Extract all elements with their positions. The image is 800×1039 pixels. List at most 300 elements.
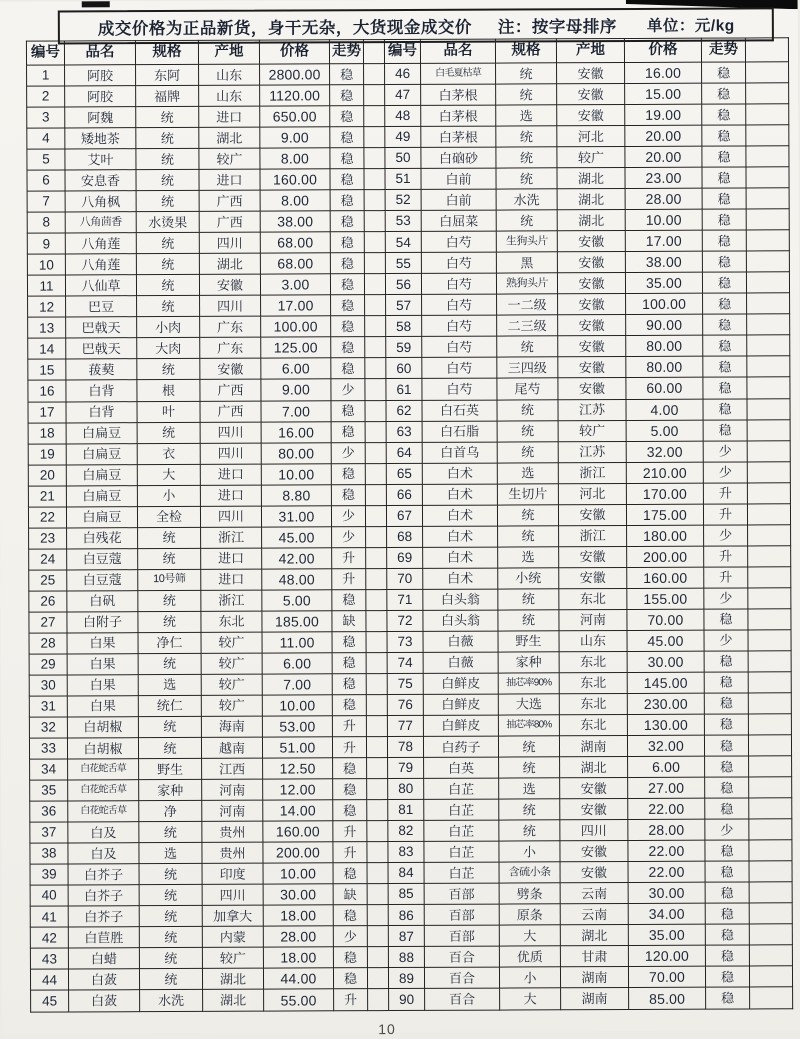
cell-spec: 家种 [139,779,202,800]
cell-price: 160.00 [263,821,333,842]
cell-trend: 稳 [333,905,367,926]
cell-spec: 统 [496,168,557,189]
cell-spec: 大肉 [137,338,200,359]
cell-product-name: 白术 [422,505,497,526]
spacer-cell [746,146,789,167]
cell-trend: 稳 [333,800,367,821]
spacer-cell [365,358,386,379]
cell-price: 28.00 [625,188,702,209]
spacer-cell [365,379,386,400]
price-table [26,37,793,1012]
cell-spec: 统 [139,864,202,885]
spacer-cell [749,903,792,924]
cell-trend: 稳 [702,125,746,146]
cell-origin: 安徽 [560,799,628,820]
cell-spec: 小统 [498,568,559,589]
cell-price: 160.00 [260,169,330,190]
cell-trend: 少 [704,588,748,609]
cell-product-name: 白头翁 [423,589,498,610]
cell-trend: 升 [332,547,366,568]
cell-product-name: 百合 [425,988,500,1010]
spacer-cell [365,463,386,484]
cell-trend: 稳 [705,861,749,882]
cell-row-number: 34 [30,759,68,780]
cell-origin: 较广 [201,653,262,674]
cell-spec: 全检 [137,506,200,527]
cell-row-number: 52 [385,190,421,211]
cell-origin: 较广 [558,420,626,441]
cell-spec: 统 [498,525,559,546]
cell-spec: 统 [136,191,199,212]
cell-row-number: 84 [388,863,424,884]
cell-trend: 升 [332,716,366,737]
cell-trend: 稳 [703,377,747,398]
spacer-cell [746,62,789,83]
cell-row-number: 4 [27,128,65,149]
cell-price: 70.00 [628,967,705,988]
cell-row-number: 18 [28,422,66,443]
cell-trend: 稳 [330,106,364,127]
cell-spec: 尾芍 [497,378,558,399]
cell-product-name: 百部 [424,904,499,925]
cell-row-number: 9 [27,233,65,254]
spacer-cell [367,779,388,800]
cell-product-name: 八角枫 [65,191,136,212]
spacer-cell [364,106,385,127]
cell-spec: 抽芯率90% [498,673,559,694]
cell-product-name: 白背 [66,401,137,422]
spacer-cell [367,926,388,947]
cell-product-name: 白矾 [67,590,138,611]
cell-row-number: 40 [30,885,68,906]
cell-price: 6.00 [262,653,332,674]
cell-product-name: 八角莲 [65,254,136,275]
cell-spec: 选 [498,547,559,568]
cell-row-number: 30 [29,675,67,696]
cell-spec: 水洗 [496,189,557,210]
cell-product-name: 白鲜皮 [423,694,498,715]
cell-trend: 稳 [702,251,746,272]
cell-product-name: 白芷 [424,799,499,820]
cell-row-number: 88 [388,947,424,968]
cell-row-number: 19 [28,444,66,465]
cell-origin: 河南 [559,609,627,630]
cell-price: 22.00 [628,798,705,819]
cell-price: 100.00 [261,316,331,337]
cell-price: 16.00 [625,62,702,83]
cell-product-name: 白胡椒 [67,717,138,738]
cell-spec: 统 [496,126,557,147]
cell-spec: 统 [498,736,559,757]
cell-price: 31.00 [261,505,331,526]
cell-trend: 升 [703,504,747,525]
cell-trend: 稳 [703,335,747,356]
cell-origin: 安徽 [558,504,626,525]
spacer-cell [367,968,388,989]
header-price: 价格 [624,38,701,62]
cell-spec: 统 [139,906,202,927]
cell-spec: 统 [499,820,560,841]
cell-trend: 稳 [330,85,364,106]
cell-origin: 山东 [199,85,260,106]
cell-product-name: 白鲜皮 [423,715,498,736]
cell-spec: 熟狗头片 [496,273,557,294]
cell-trend: 缺 [333,884,367,905]
cell-origin: 湖北 [557,189,625,210]
cell-price: 22.00 [628,840,705,861]
cell-price: 30.00 [628,882,705,903]
cell-row-number: 58 [386,316,422,337]
cell-product-name: 白术 [423,568,498,589]
spacer-cell [748,567,791,588]
cell-trend: 稳 [704,714,748,735]
spacer-cell [748,630,791,651]
cell-trend: 少 [331,505,365,526]
cell-trend: 稳 [333,758,367,779]
cell-price: 6.00 [628,756,705,777]
cell-row-number: 48 [385,105,421,126]
cell-row-number: 73 [387,631,423,652]
cell-origin: 加拿大 [202,905,263,926]
cell-price: 48.00 [262,569,332,590]
cell-spec: 统 [139,821,202,842]
cell-product-name: 白苣胜 [68,927,139,948]
cell-row-number: 50 [385,148,421,169]
spacer-cell [364,232,385,253]
cell-product-name: 白背 [66,380,137,401]
spacer-cell [749,966,792,987]
cell-price: 68.00 [260,232,330,253]
cell-price: 27.00 [628,777,705,798]
cell-row-number: 64 [386,442,422,463]
cell-trend: 稳 [705,945,749,966]
cell-price: 85.00 [629,988,706,1010]
cell-origin: 浙江 [201,590,262,611]
cell-price: 38.00 [260,211,330,232]
cell-row-number: 56 [385,274,421,295]
header-product-name: 品名 [420,39,495,63]
cell-product-name: 巴豆 [66,296,137,317]
cell-price: 4.00 [626,399,703,420]
cell-origin: 山东 [559,630,627,651]
cell-row-number: 85 [388,884,424,905]
cell-row-number: 28 [29,633,67,654]
cell-product-name: 白扁豆 [66,422,137,443]
cell-origin: 甘肃 [560,946,628,967]
cell-trend: 稳 [330,274,364,295]
cell-spec: 水洗 [140,990,203,1012]
cell-row-number: 43 [30,948,68,969]
cell-trend: 稳 [702,167,746,188]
cell-product-name: 白附子 [67,611,138,632]
cell-price: 1120.00 [260,85,330,106]
cell-spec: 统 [497,336,558,357]
cell-row-number: 12 [28,296,66,317]
cell-spec: 统 [138,716,201,737]
spacer-cell [367,884,388,905]
cell-trend: 稳 [332,589,366,610]
cell-origin: 湖北 [199,127,260,148]
spacer-cell [364,85,385,106]
cell-trend: 少 [331,379,365,400]
spacer-cell [367,905,388,926]
spacer-cell [366,589,387,610]
cell-trend: 少 [331,442,365,463]
cell-price: 10.00 [262,695,332,716]
cell-trend: 升 [333,821,367,842]
cell-trend: 稳 [705,924,749,945]
cell-product-name: 白花蛇舌草 [68,801,139,822]
cell-row-number: 51 [385,169,421,190]
cell-origin: 云南 [560,883,628,904]
cell-product-name: 白前 [421,168,496,189]
cell-price: 7.00 [261,400,331,421]
cell-price: 17.00 [625,230,702,251]
spacer-cell [365,505,386,526]
cell-product-name: 阿胶 [65,86,136,107]
spacer-cell [367,842,388,863]
cell-trend: 稳 [703,314,747,335]
cell-product-name: 八角莲 [65,233,136,254]
cell-product-name: 阿魏 [65,107,136,128]
cell-trend: 稳 [330,127,364,148]
cell-origin: 四川 [200,506,261,527]
spacer-cell [748,524,791,545]
cell-spec: 统 [138,548,201,569]
cell-trend: 缺 [332,610,366,631]
cell-trend: 升 [333,842,367,863]
cell-product-name: 白芍 [421,273,496,294]
cell-price: 80.00 [626,357,703,378]
spacer-cell [746,209,789,230]
cell-product-name: 白芷 [424,820,499,841]
cell-spec: 含硫小条 [499,862,560,883]
cell-row-number: 53 [385,211,421,232]
cell-product-name: 白茅根 [421,84,496,105]
cell-trend: 稳 [703,356,747,377]
cell-product-name: 白薇 [423,631,498,652]
cell-trend: 少 [705,819,749,840]
spacer-cell [747,356,790,377]
cell-trend: 稳 [705,966,749,987]
cell-price: 200.00 [263,842,333,863]
header-spec: 规格 [135,40,198,64]
cell-trend: 稳 [702,146,746,167]
cell-trend: 稳 [330,253,364,274]
spacer-cell [746,251,789,272]
cell-product-name: 白蜡 [68,948,139,969]
cell-origin: 安徽 [560,841,628,862]
cell-spec: 大 [137,464,200,485]
cell-spec: 统 [497,441,558,462]
cell-row-number: 82 [388,821,424,842]
header-origin: 产地 [198,40,259,64]
cell-spec: 三四级 [497,357,558,378]
spacer-cell [749,945,792,966]
cell-price: 60.00 [626,378,703,399]
cell-product-name: 白花蛇舌草 [68,780,139,801]
cell-trend: 少 [703,441,747,462]
cell-price: 30.00 [627,651,704,672]
cell-origin: 越南 [201,737,262,758]
cell-row-number: 31 [29,696,67,717]
cell-trend: 升 [703,483,747,504]
spacer-cell [364,253,385,274]
cell-trend: 稳 [331,337,365,358]
cell-product-name: 白茅根 [421,105,496,126]
cell-spec: 统 [137,422,200,443]
spacer-cell [364,169,385,190]
cell-row-number: 6 [27,170,65,191]
cell-price: 8.00 [260,190,330,211]
cell-price: 5.00 [626,420,703,441]
cell-row-number: 77 [387,715,423,736]
cell-spec: 统 [139,969,202,990]
spacer-cell [749,798,792,819]
spacer-cell [746,83,789,104]
cell-origin: 浙江 [558,462,626,483]
cell-trend: 稳 [330,64,364,85]
cell-price: 10.00 [625,209,702,230]
cell-price: 53.00 [262,716,332,737]
cell-trend: 稳 [703,398,747,419]
cell-spec: 统 [137,359,200,380]
cell-trend: 稳 [333,968,367,989]
spacer-cell [746,188,789,209]
cell-price: 45.00 [627,630,704,651]
cell-row-number: 3 [27,107,65,128]
spacer-cell [365,484,386,505]
cell-trend: 稳 [705,777,749,798]
cell-row-number: 7 [27,191,65,212]
spacer-cell [747,440,790,461]
cell-product-name: 巴戟天 [66,317,137,338]
cell-origin: 浙江 [559,525,627,546]
spacer-cell [747,482,790,503]
cell-price: 18.00 [263,905,333,926]
cell-product-name: 白胡椒 [67,738,138,759]
cell-product-name: 白果 [67,654,138,675]
cell-origin: 广西 [199,211,260,232]
header-spec: 规格 [495,39,556,63]
cell-origin: 进口 [201,569,262,590]
cell-product-name: 白扁豆 [66,485,137,506]
cell-price: 30.00 [263,884,333,905]
cell-trend: 稳 [705,798,749,819]
cell-row-number: 16 [28,380,66,401]
cell-price: 45.00 [262,526,332,547]
cell-product-name: 白芍 [422,358,497,379]
cell-row-number: 29 [29,654,67,675]
cell-product-name: 白芍 [422,336,497,357]
cell-price: 185.00 [262,611,332,632]
cell-price: 32.00 [626,441,703,462]
spacer-cell [366,716,387,737]
cell-origin: 山东 [199,64,260,85]
cell-origin: 东北 [201,611,262,632]
cell-origin: 江苏 [558,441,626,462]
cell-row-number: 75 [387,673,423,694]
cell-product-name: 白芍 [421,231,496,252]
cell-row-number: 67 [386,505,422,526]
cell-product-name: 白石英 [422,400,497,421]
cell-spec: 统 [497,504,558,525]
cell-price: 15.00 [625,83,702,104]
cell-row-number: 90 [389,989,425,1011]
cell-row-number: 71 [387,589,423,610]
spacer-cell [746,230,789,251]
cell-row-number: 46 [385,63,421,84]
cell-row-number: 37 [30,822,68,843]
cell-origin: 云南 [560,904,628,925]
cell-origin: 河北 [558,483,626,504]
cell-origin: 湖北 [560,757,628,778]
cell-spec: 野生 [139,758,202,779]
cell-spec: 统 [498,610,559,631]
cell-price: 160.00 [627,567,704,588]
cell-price: 12.00 [263,779,333,800]
cell-row-number: 33 [29,738,67,759]
cell-spec: 水烫果 [136,212,199,233]
cell-trend: 稳 [705,840,749,861]
cell-origin: 较广 [557,147,625,168]
cell-row-number: 57 [386,295,422,316]
cell-product-name: 白芍 [422,315,497,336]
cell-product-name: 白首乌 [422,442,497,463]
cell-row-number: 89 [388,968,424,989]
cell-price: 5.00 [262,590,332,611]
cell-row-number: 38 [30,843,68,864]
cell-row-number: 70 [387,568,423,589]
cell-trend: 稳 [704,672,748,693]
cell-origin: 东北 [559,714,627,735]
cell-row-number: 10 [27,254,65,275]
spacer-cell [748,651,791,672]
cell-spec: 统 [139,948,202,969]
cell-trend: 升 [332,568,366,589]
spacer-cell [750,987,793,1009]
cell-row-number: 36 [30,801,68,822]
cell-origin: 东北 [559,672,627,693]
cell-product-name: 白残花 [67,527,138,548]
cell-spec: 福牌 [136,85,199,106]
cell-price: 8.80 [261,484,331,505]
cell-product-name: 百部 [424,883,499,904]
cell-product-name: 白术 [422,463,497,484]
cell-spec: 原条 [499,904,560,925]
title-main: 成交价格为正品新货，身干无杂，大货现金成交价 [97,18,472,39]
spacer-cell [747,398,790,419]
spacer-cell [367,863,388,884]
cell-spec: 小肉 [137,317,200,338]
cell-trend: 稳 [331,484,365,505]
spacer-cell [748,714,791,735]
cell-origin: 东北 [559,693,627,714]
cell-price: 19.00 [625,104,702,125]
cell-row-number: 20 [28,465,66,486]
cell-origin: 进口 [201,548,262,569]
cell-product-name: 白头翁 [423,610,498,631]
cell-product-name: 白及 [68,822,139,843]
cell-trend: 稳 [331,463,365,484]
cell-price: 120.00 [628,945,705,966]
cell-spec: 选 [139,843,202,864]
cell-spec: 东阿 [136,64,199,85]
cell-spec: 统 [497,399,558,420]
spacer-cell [748,546,791,567]
spacer-cell [747,377,790,398]
cell-spec: 统 [496,147,557,168]
